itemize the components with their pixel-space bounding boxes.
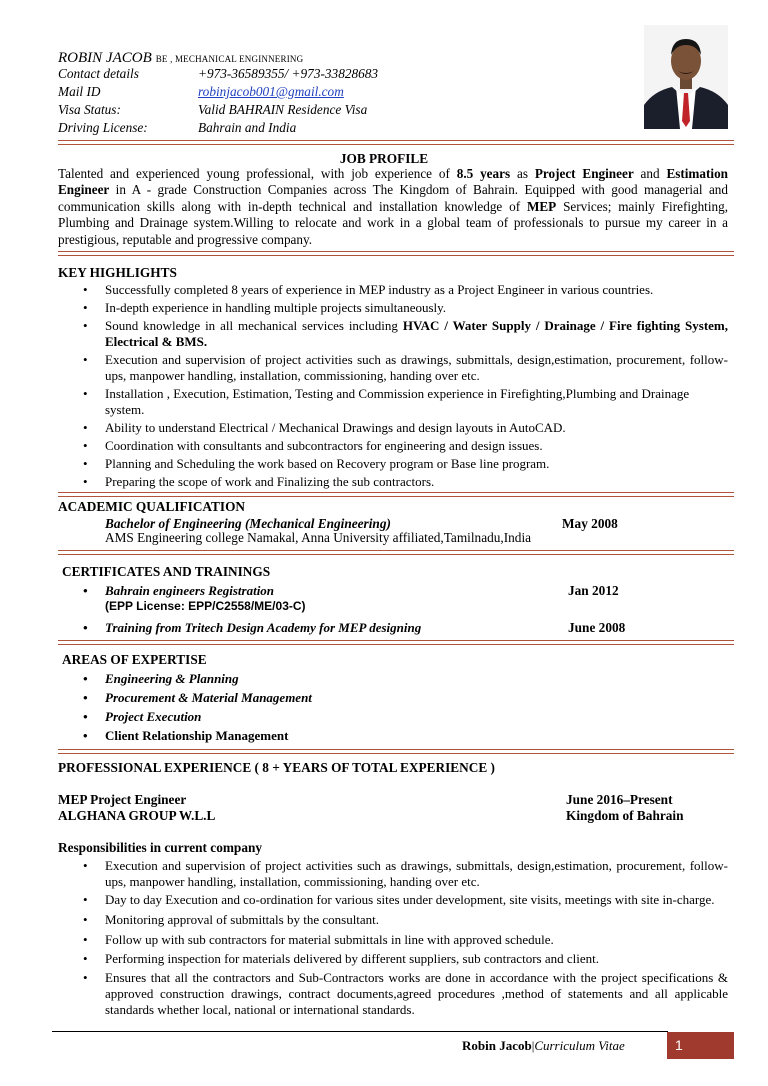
- college: AMS Engineering college Namakal, Anna University affiliated,Tamilnadu,India: [105, 530, 532, 545]
- list-item: • Installation , Execution, Estimation, Testing and Commission experience in Firefighting,Plumbing and Drainage system.: [58, 386, 728, 418]
- list-item: • Planning and Scheduling the work based on Recovery program or Base line program.: [58, 456, 728, 472]
- cert-date: Jan 2012: [568, 583, 619, 598]
- list-item: • Ability to understand Electrical / Mechanical Drawings and design layouts in AutoCAD.: [58, 420, 728, 436]
- profile-photo: [644, 25, 728, 129]
- key-highlights-list: [58, 282, 728, 490]
- job-profile-text: Talented and experienced young professional, with job experience of 8.5 years as Project Engineer and Estimation Engineer in A - grade Construction Companies across The Kingdom of Bahrain. Equipped with good managerial and communication skills along with in-depth technical and installation knowledge of MEP Services; mainly Firefighting, Plumbing and Drainage system.Willing to relocate and work in a global team of professionals to pursue my career in a prestigious, reputable and progressive company.: [58, 166, 728, 247]
- list-item: • Ensures that all the contractors and Sub-Contractors works are done in accordance with the project specifications & approved construction drawings, contract documents,agreed procedures ,method of statements and all applicable standards whether local, national or international standards.: [58, 970, 728, 1018]
- job-profile-title: JOB PROFILE: [339, 151, 429, 166]
- list-item: • Project Execution: [58, 709, 558, 725]
- list-item: • Performing inspection for materials delivered by different suppliers, sub contractors and client.: [58, 951, 728, 967]
- period: June 2016–Present: [566, 792, 673, 807]
- position: MEP Project Engineer: [58, 792, 187, 807]
- list-item: • Client Relationship Management: [58, 728, 558, 744]
- list-item: • Follow up with sub contractors for material submittals in line with approved schedule.: [58, 932, 728, 948]
- candidate-name: ROBIN JACOB BE , MECHANICAL ENGINNERING: [58, 50, 304, 66]
- responsibilities-title: Responsibilities in current company: [58, 840, 263, 855]
- responsibilities-list: [58, 858, 728, 1018]
- list-item: • Execution and supervision of project activities such as drawings, submittals, design,estimation, procurement, follow-ups, manpower handling, installation, commissioning, handing over etc.: [58, 352, 728, 384]
- certificates-list: [58, 583, 478, 599]
- list-item: • Execution and supervision of project activities such as drawings, submittals, design,estimation, procurement, follow-ups, manpower handling, installation, commissioning, handing over etc.: [58, 858, 728, 890]
- certificates-title: CERTIFICATES AND TRAININGS: [62, 564, 271, 579]
- list-item: • Bahrain engineers Registration: [58, 583, 478, 599]
- list-item: • Successfully completed 8 years of experience in MEP industry as a Project Engineer in various countries.: [58, 282, 728, 298]
- expertise-title: AREAS OF EXPERTISE: [62, 652, 207, 667]
- email-link[interactable]: robinjacob001@gmail.com: [198, 84, 344, 99]
- experience-title: PROFESSIONAL EXPERIENCE ( 8 + YEARS OF TOTAL EXPERIENCE ): [58, 760, 495, 775]
- list-item: • Engineering & Planning: [58, 671, 558, 687]
- certificates-list-2: [58, 620, 518, 636]
- footer-label: Robin Jacob|Curriculum Vitae: [462, 1038, 625, 1053]
- list-item: • Monitoring approval of submittals by the consultant.: [58, 912, 728, 928]
- qualification: BE , MECHANICAL ENGINNERING: [155, 54, 304, 64]
- page-number: 1: [667, 1032, 734, 1059]
- list-item: • Coordination with consultants and subcontractors for engineering and design issues.: [58, 438, 728, 454]
- license-row: Driving License: Bahrain and India: [58, 120, 297, 135]
- list-item: • In-depth experience in handling multiple projects simultaneously.: [58, 300, 728, 316]
- visa-row: Visa Status: Valid BAHRAIN Residence Visa: [58, 102, 368, 117]
- epp-license: (EPP License: EPP/C2558/ME/03-C): [105, 599, 306, 613]
- cert-date: June 2008: [568, 620, 626, 635]
- list-item: • Procurement & Material Management: [58, 690, 558, 706]
- footer-rule: [52, 1031, 668, 1032]
- divider: [58, 550, 734, 555]
- company: ALGHANA GROUP W.L.L: [58, 808, 216, 823]
- key-highlights-title: KEY HIGHLIGHTS: [58, 265, 177, 280]
- mail-row: Mail ID robinjacob001@gmail.com: [58, 84, 344, 99]
- divider: [58, 640, 734, 645]
- location: Kingdom of Bahrain: [566, 808, 684, 823]
- list-item: • Training from Tritech Design Academy for MEP designing: [58, 620, 518, 636]
- degree-date: May 2008: [562, 516, 618, 531]
- divider: [58, 140, 734, 145]
- list-item: • Day to day Execution and co-ordination for various sites under development, site visits, meetings with site in-charge.: [58, 892, 728, 908]
- list-item: • Preparing the scope of work and Finalizing the sub contractors.: [58, 474, 728, 490]
- contact-row: Contact details +973-36589355/ +973-33828683: [58, 66, 379, 81]
- academic-title: ACADEMIC QUALIFICATION: [58, 499, 246, 514]
- divider: [58, 492, 734, 497]
- divider: [58, 251, 734, 256]
- degree: Bachelor of Engineering (Mechanical Engineering): [105, 516, 391, 531]
- list-item: • Sound knowledge in all mechanical services including HVAC / Water Supply / Drainage / Fire fighting System, Electrical & BMS.: [58, 318, 728, 350]
- divider: [58, 749, 734, 754]
- expertise-list: [58, 671, 558, 744]
